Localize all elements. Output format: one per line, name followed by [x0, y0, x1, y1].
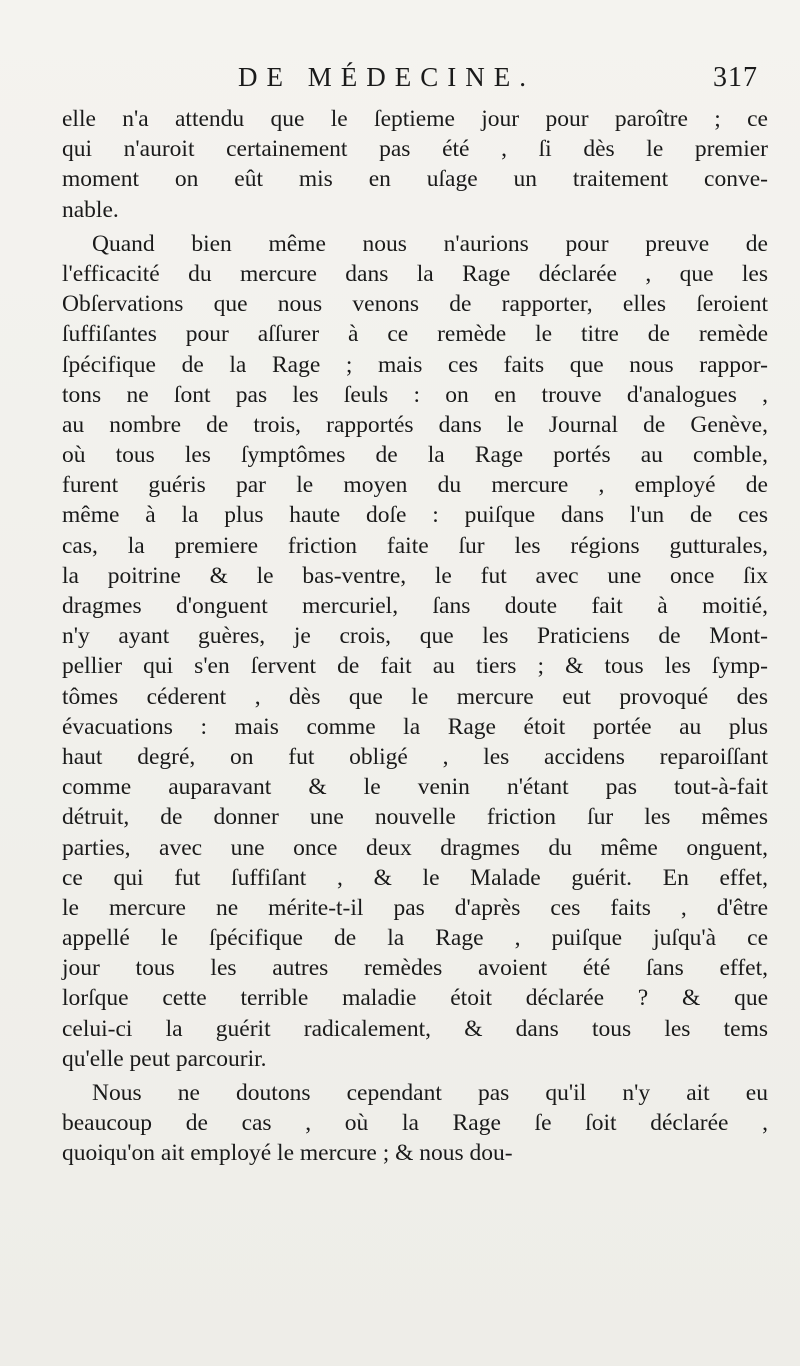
- text-line: tômes céderent , dès que le mercure eut provoqué des: [62, 683, 768, 710]
- text-line: lorſque cette terrible maladie étoit déclarée ? & que: [62, 985, 768, 1012]
- text-line: le mercure ne mérite-t-il pas d'après ces faits , d'être: [62, 894, 768, 921]
- text-line: cas, la premiere friction faite ſur les régions gutturales,: [62, 532, 768, 559]
- paragraph: [62, 229, 768, 1074]
- text-line: elle n'a attendu que le ſeptieme jour pour paroître ; ce: [62, 106, 768, 132]
- text-line: beaucoup de cas , où la Rage ſe ſoit déclarée ,: [62, 1110, 768, 1137]
- text-line: haut degré, on fut obligé , les accidens reparoiſſant: [62, 743, 768, 770]
- text-line: l'efficacité du mercure dans la Rage déclarée , que les: [62, 260, 768, 287]
- text-line: évacuations : mais comme la Rage étoit portée au plus: [62, 713, 768, 740]
- running-head: DE MÉDECINE.: [238, 62, 535, 92]
- text-line: furent guéris par le moyen du mercure , employé de: [62, 472, 768, 499]
- text-line: détruit, de donner une nouvelle friction ſur les mêmes: [62, 804, 768, 831]
- page-header: [60, 62, 760, 102]
- text-line: ce qui fut ſuffiſant , & le Malade guérit. En effet,: [62, 864, 768, 891]
- body-text: [62, 104, 768, 1169]
- text-line: dragmes d'onguent mercuriel, ſans doute fait à moitié,: [62, 593, 768, 619]
- text-line: Quand bien même nous n'aurions pour preuve de: [92, 230, 768, 257]
- text-line: qu'elle peut parcourir.: [62, 1045, 267, 1072]
- text-line: même à la plus haute doſe : puiſque dans l'un de ces: [62, 502, 768, 529]
- text-line: tons ne ſont pas les ſeuls : on en trouve d'analogues ,: [62, 381, 768, 408]
- text-line: pellier qui s'en ſervent de fait au tiers ; & tous les ſymp-: [62, 653, 768, 680]
- paragraph: [62, 1078, 768, 1169]
- text-line: qui n'auroit certainement pas été , ſi dès le premier: [62, 136, 768, 163]
- text-line: n'y ayant guères, je crois, que les Praticiens de Mont-: [62, 623, 768, 650]
- text-line: moment on eût mis en uſage un traitement conve-: [62, 166, 768, 193]
- text-line: quoiqu'on ait employé le mercure ; & nous dou-: [62, 1140, 513, 1167]
- paragraph: [62, 104, 768, 225]
- text-line: jour tous les autres remèdes avoient été ſans effet,: [62, 955, 768, 982]
- text-line: ſuffiſantes pour aſſurer à ce remède le titre de remède: [62, 321, 768, 348]
- text-line: celui-ci la guérit radicalement, & dans tous les tems: [62, 1015, 768, 1042]
- text-line: Obſervations que nous venons de rapporter, elles ſeroient: [62, 291, 768, 318]
- text-line: parties, avec une once deux dragmes du même onguent,: [62, 834, 768, 861]
- text-line: la poitrine & le bas-ventre, le fut avec une once ſix: [62, 562, 768, 589]
- text-line: nable.: [62, 196, 119, 223]
- text-line: où tous les ſymptômes de la Rage portés au comble,: [62, 442, 768, 469]
- text-line: ſpécifique de la Rage ; mais ces faits que nous rappor-: [62, 351, 768, 378]
- text-line: Nous ne doutons cependant pas qu'il n'y ait eu: [92, 1080, 768, 1106]
- text-line: au nombre de trois, rapportés dans le Journal de Genève,: [62, 411, 768, 438]
- text-line: appellé le ſpécifique de la Rage , puiſque juſqu'à ce: [62, 925, 768, 952]
- text-line: comme auparavant & le venin n'étant pas tout-à-fait: [62, 774, 768, 801]
- page-number: 317: [713, 62, 758, 93]
